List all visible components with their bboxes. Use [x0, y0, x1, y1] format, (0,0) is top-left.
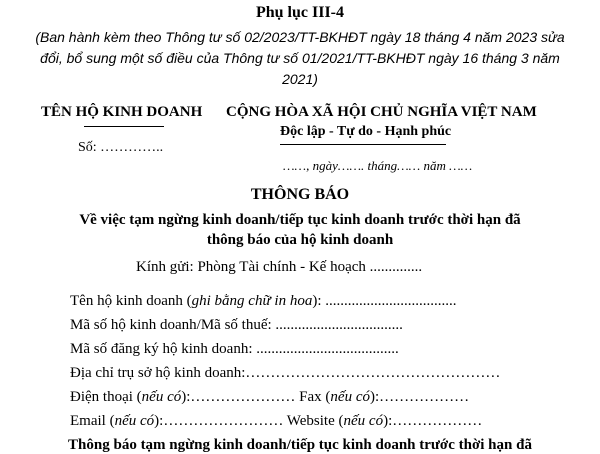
- business-name-dots: ): ...................................: [312, 293, 457, 309]
- national-title: CỘNG HÒA XÃ HỘI CHỦ NGHĨA VIỆT NAM: [226, 104, 537, 120]
- business-name-label: Tên hộ kinh doanh (: [70, 293, 192, 309]
- fax-dots: ):………………: [369, 389, 470, 405]
- website-dots: ):………………: [383, 413, 483, 429]
- address-field: Địa chỉ trụ sở hộ kinh doanh:……………………………………………: [70, 365, 501, 381]
- phone-label: Điện thoại (: [70, 389, 142, 405]
- appendix-note-line-1: (Ban hành kèm theo Thông tư số 02/2023/TT-BKHĐT ngày 18 tháng 4 năm 2023 sửa: [35, 29, 565, 45]
- appendix-note-line-3: 2021): [282, 71, 318, 87]
- email-hint: nếu có: [114, 413, 155, 429]
- notice-subject-line-2: thông báo của hộ kinh doanh: [206, 232, 394, 248]
- notice-title: THÔNG BÁO: [250, 186, 350, 203]
- recipient-line: Kính gửi: Phòng Tài chính - Kế hoạch ..............: [136, 259, 423, 275]
- appendix-note-line-2: đổi, bổ sung một số điều của Thông tư số 01/2021/TT-BKHĐT ngày 16 tháng 3 năm: [40, 50, 560, 66]
- registration-number-field: Mã số đăng ký hộ kinh doanh: ......................................: [70, 341, 399, 357]
- email-label: Email (: [70, 413, 115, 429]
- phone-hint: nếu có: [141, 389, 182, 405]
- email-dots-website-label: ):…………………… Website (: [154, 413, 344, 429]
- date-line: ……, ngày……. tháng…… năm ……: [283, 158, 473, 173]
- website-hint: nếu có: [343, 413, 384, 429]
- email-website-field: [70, 413, 482, 430]
- business-name-underline: [84, 126, 164, 127]
- notice-subject-line-1: Về việc tạm ngừng kinh doanh/tiếp tục kinh doanh trước thời hạn đã: [79, 212, 521, 228]
- tax-code-field: Mã số hộ kinh doanh/Mã số thuế: ..................................: [70, 317, 403, 333]
- document-number: Số: …………..: [78, 140, 164, 155]
- motto-underline: [280, 144, 446, 145]
- business-name-hint: ghi bằng chữ in hoa: [191, 293, 313, 309]
- phone-dots-fax-label: ):………………… Fax (: [181, 389, 331, 405]
- phone-fax-field: [70, 389, 469, 406]
- bottom-notice-line: Thông báo tạm ngừng kinh doanh/tiếp tục kinh doanh trước thời hạn đã: [68, 437, 532, 453]
- national-motto: Độc lập - Tự do - Hạnh phúc: [280, 124, 452, 139]
- appendix-title: Phụ lục III-4: [255, 4, 345, 21]
- business-name-field: [70, 293, 457, 310]
- fax-hint: nếu có: [330, 389, 370, 405]
- business-name-heading: TÊN HỘ KINH DOANH: [41, 104, 203, 120]
